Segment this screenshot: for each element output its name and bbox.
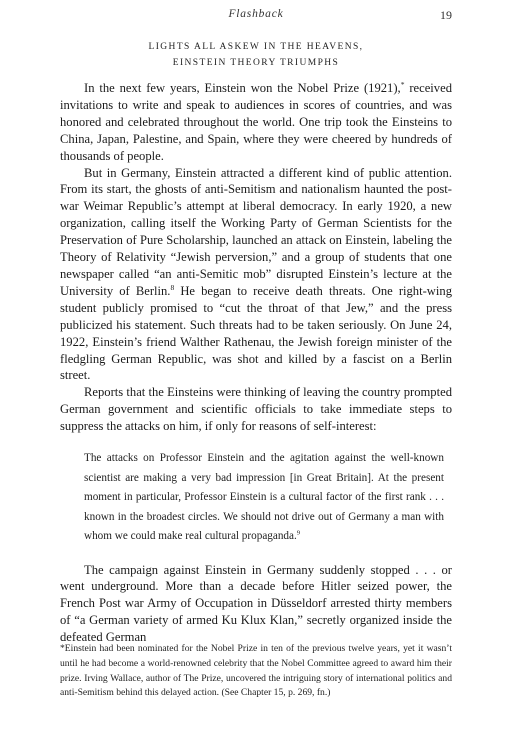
footnote — [60, 642, 452, 701]
endnote-marker-9: 9 — [296, 529, 301, 537]
section-title-line-2: EINSTEIN THEORY TRIUMPHS — [172, 58, 340, 68]
block-quote — [84, 435, 452, 547]
paragraph-1-text-b: received invitations to write and speak to audiences in scores of countries, and was honored and celebrated throughout the world. One trip took the Einsteins to China, Japan, Palestine, and Spain, where they were cheered by hundreds of thousands of people. — [60, 81, 452, 163]
paragraph-2-text-b: He began to receive death threats. One right-wing student publicly promised to “cut the throat of that Jew,” and the press publicized his statement. Such threats had to be taken seriously. On June 24, 1922, Einstein’s friend Walther Rathenau, the Jewish foreign minister of the fledgling German Republic, was shot and killed by a fascist on a Berlin street. — [60, 283, 452, 383]
section-title-line-1: LIGHTS ALL ASKEW IN THE HEAVENS, — [148, 42, 364, 52]
page-number: 19 — [440, 8, 452, 22]
block-quote-text: The attacks on Professor Einstein and the agitation against the well-known scientist are making a very bad impression [in Great Britain]. At the present moment in particular, Professor Einstein is a cultural factor of the first rank . . . known in the broadest circles. We should not drive out of Germany a man with whom we could make real cultural propaganda. — [84, 452, 444, 543]
paragraph-1 — [60, 80, 452, 165]
paragraph-1-text-a: In the next few years, Einstein won the Nobel Prize (1921), — [84, 81, 401, 95]
paragraph-2 — [60, 165, 452, 385]
endnote-marker-8: 8 — [170, 282, 175, 292]
paragraph-2-text-a: But in Germany, Einstein attracted a different kind of public attention. From its start, the ghosts of anti-Semitism and nationalism haunted the post-war Weimar Republic’s attempt at liberal democracy. In early 1920, a new organization, calling itself the Working Party of German Scientists for the Preservation of Pure Scholarship, launched an attack on Einstein, labeling the Theory of Relativity “Jewish perversion,” and a group of students that one newspaper called “an anti-Semitic mob” disrupted Einstein’s lecture at the University of Berlin. — [60, 165, 452, 298]
paragraph-3: Reports that the Einsteins were thinking of leaving the country prompted German government and scientific officials to take immediate steps to suppress the attacks on him, if only for reasons of self-interest: — [60, 385, 452, 434]
paragraph-4: The campaign against Einstein in Germany suddenly stopped . . . or went underground. More than a decade before Hitler seized power, the French Post war Army of Occupation in Düsseldorf arrested thirty members of “a German variety of armed Ku Klux Klan,” secretly organized inside the defeated German — [60, 562, 452, 645]
footnote-marker-asterisk: * — [400, 79, 405, 89]
page-header — [60, 8, 452, 24]
running-head: Flashback — [228, 8, 284, 20]
footnote-text: *Einstein had been nominated for the Nobel Prize in ten of the previous twelve years, yet it wasn’t until he had become a world-renowned celebrity that the Nobel Committee agreed to award him their prize. Irving Wallace, author of The Prize, uncovered the intriguing story of international politics and anti-Semitism behind this delayed action. (See Chapter 15, p. 269, fn.) — [60, 643, 452, 699]
block-quote-wrapper — [60, 435, 452, 547]
body-text — [60, 80, 452, 646]
